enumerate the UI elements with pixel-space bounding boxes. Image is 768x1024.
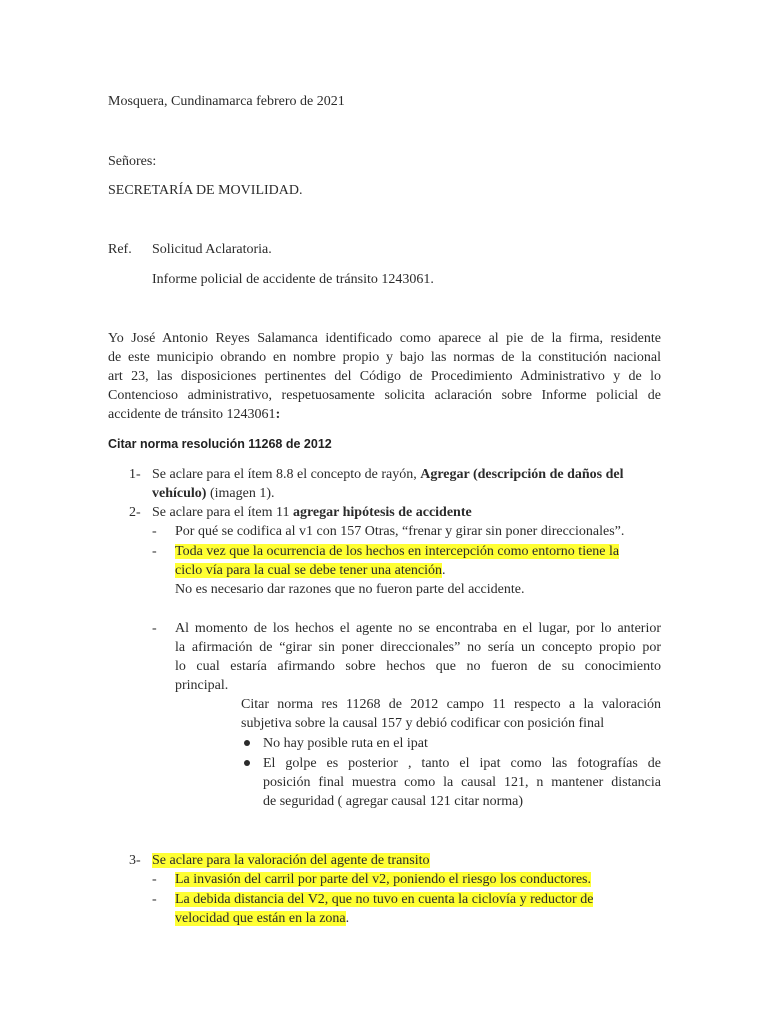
intro-line: Contencioso administrativo, respetuosamente solicita aclaración sobre Informe policial de <box>108 388 661 403</box>
item2-sub2-line-3: No es necesario dar razones que no fueron parte del accidente. <box>175 582 525 597</box>
item3-sub1-line <box>175 870 591 889</box>
item2-sub3-line: lo cual estaría afirmando sobre hechos que no fueron de su conocimiento <box>175 659 661 674</box>
norma-bullet-2-line: El golpe es posterior , tanto el ipat como las fotografías de <box>263 756 661 771</box>
highlighted-text: La debida distancia del V2, que no tuvo en cuenta la ciclovía y reductor de <box>175 892 594 907</box>
place-date: Mosquera, Cundinamarca febrero de 2021 <box>108 94 345 109</box>
period: . <box>442 563 446 578</box>
section-heading: Citar norma resolución 11268 de 2012 <box>108 437 332 451</box>
highlighted-text: ciclo vía para la cual se debe tener una atención <box>175 563 443 578</box>
sub-dash: - <box>152 544 157 559</box>
item1-bold-b: vehículo) <box>152 486 207 501</box>
ref-line-2: Informe policial de accidente de tránsito 1243061. <box>152 272 434 287</box>
bullet-icon <box>244 760 250 766</box>
item2-sub2-line-1 <box>175 542 619 561</box>
item2-sub3-line: Al momento de los hechos el agente no se encontraba en el lugar, por lo anterior <box>175 621 661 636</box>
salutation: Señores: <box>108 154 157 169</box>
bullet-icon <box>244 740 250 746</box>
item-number: 2- <box>129 505 141 520</box>
item3-sub2-line-2 <box>175 909 349 928</box>
item2-bold: agregar hipótesis de accidente <box>292 505 472 520</box>
item-number: 3- <box>129 853 141 868</box>
intro-line: art 23, las disposiciones pertinentes del Código de Procedimiento Administrativo y de lo <box>108 369 661 384</box>
item3-line <box>152 851 430 870</box>
ref-line-1: Solicitud Aclaratoria. <box>152 242 272 257</box>
norma-line-1: Citar norma res 11268 de 2012 campo 11 respecto a la valoración <box>241 697 661 712</box>
item2-line <box>152 503 472 522</box>
item2-sub3-line: la afirmación de “girar sin poner direccionales” no sería un concepto propio por <box>175 640 661 655</box>
sub-dash: - <box>152 621 157 636</box>
item2-sub3-last: principal. <box>175 678 229 693</box>
norma-bullet-1: No hay posible ruta en el ipat <box>263 736 428 751</box>
intro-line: de este municipio obrando en nombre propio y bajo las normas de la constitución nacional <box>108 350 661 365</box>
item-number: 1- <box>129 467 141 482</box>
period: . <box>345 911 350 926</box>
sub-dash: - <box>152 892 157 907</box>
norma-bullet-2-line: posición final muestra como la causal 121, n mantener distancia <box>263 775 661 790</box>
item2-text: Se aclare para el ítem 11 <box>152 505 293 520</box>
highlighted-text: Se aclare para la valoración del agente de transito <box>152 853 430 868</box>
highlighted-text: Toda vez que la ocurrencia de los hechos en intercepción como entorno tiene la <box>175 544 620 559</box>
sub-dash: - <box>152 524 157 539</box>
intro-line: Yo José Antonio Reyes Salamanca identificado como aparece al pie de la firma, residente <box>108 331 661 346</box>
intro-last-text: accidente de tránsito 1243061 <box>108 407 276 422</box>
item1-tail: (imagen 1). <box>206 486 275 501</box>
item1-line-2 <box>152 484 274 503</box>
item2-sub1-text: Por qué se codifica al v1 con 157 Otras, “frenar y girar sin poner direccionales”. <box>175 524 625 539</box>
recipient: SECRETARÍA DE MOVILIDAD. <box>108 183 303 198</box>
item3-sub2-line-1 <box>175 890 593 909</box>
item1-text: Se aclare para el ítem 8.8 el concepto de rayón, <box>152 467 421 482</box>
item1-line-1 <box>152 465 623 484</box>
ref-label: Ref. <box>108 242 132 257</box>
sub-dash: - <box>152 872 157 887</box>
item2-sub2-line-2 <box>175 561 446 580</box>
highlighted-text: velocidad que están en la zona <box>175 911 346 926</box>
intro-last-line <box>108 405 280 424</box>
highlighted-text: La invasión del carril por parte del v2, poniendo el riesgo los conductores. <box>175 872 591 887</box>
norma-line-2: subjetiva sobre la causal 157 y debió codificar con posición final <box>241 716 605 731</box>
intro-colon: : <box>275 407 281 422</box>
item1-bold-a: Agregar (descripción de daños del <box>420 467 624 482</box>
norma-bullet-2-last: de seguridad ( agregar causal 121 citar norma) <box>263 794 524 809</box>
